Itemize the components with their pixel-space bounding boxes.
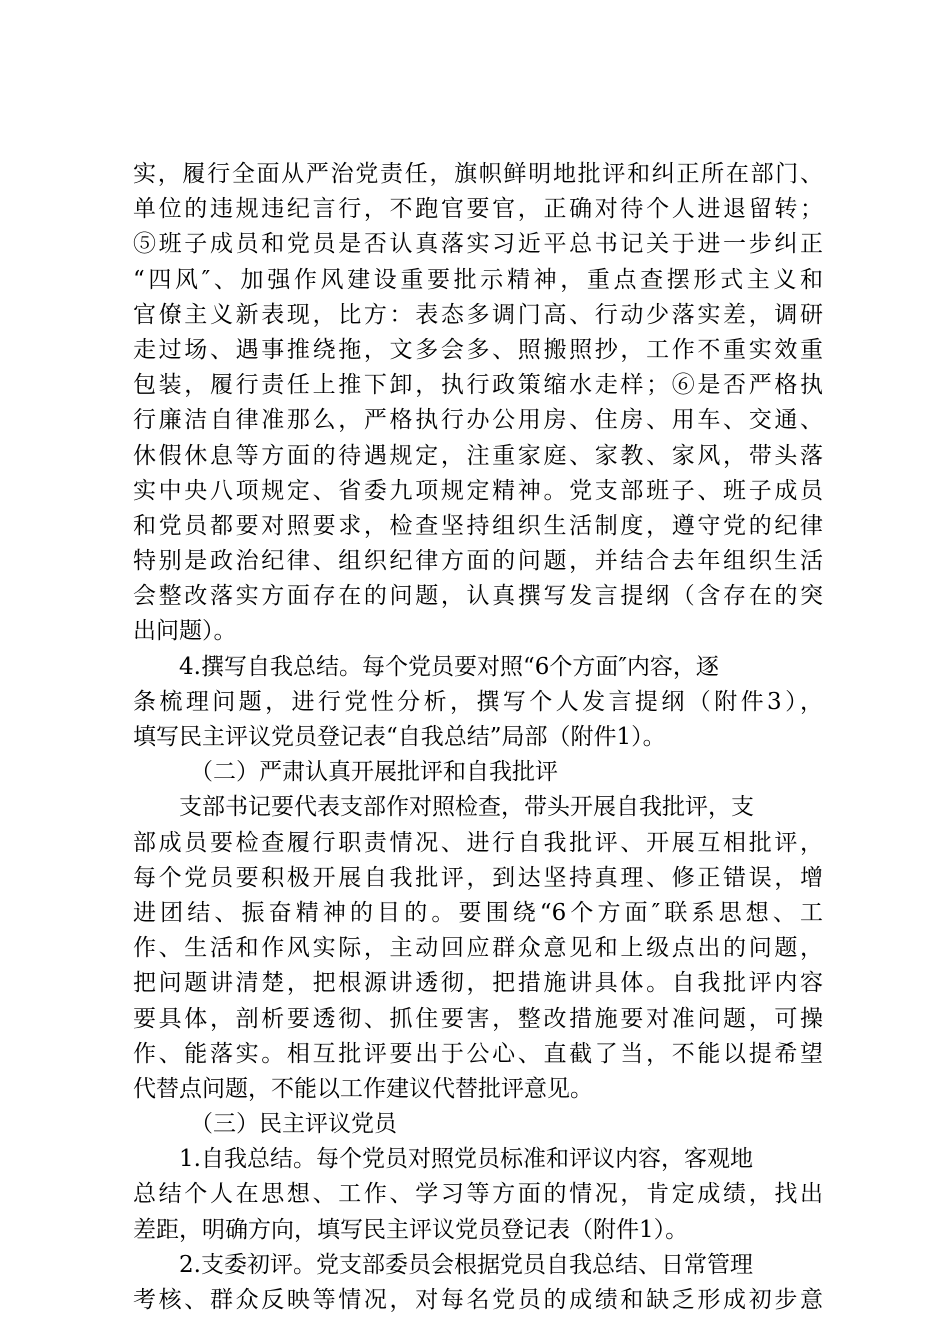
text-line: 作、生活和作风实际，主动回应群众意见和上级点出的问题， bbox=[133, 935, 823, 962]
document-body bbox=[133, 157, 823, 1318]
text-line: 每个党员要积极开展自我批评，到达坚持真理、修正错误，增 bbox=[133, 864, 823, 891]
text-line: 会整改落实方面存在的问题，认真撰写发言提纲（含存在的突 bbox=[133, 583, 823, 610]
text-line: 差距，明确方向，填写民主评议党员登记表（附件1）。 bbox=[133, 1216, 689, 1243]
section-heading: （三）民主评议党员 bbox=[190, 1111, 397, 1138]
text-line: 包装，履行责任上推下卸，执行政策缩水走样；⑥是否严格执 bbox=[133, 372, 823, 399]
text-line: 作、能落实。相互批评要出于公心、直截了当，不能以提希望 bbox=[133, 1040, 823, 1067]
text-line: 条梳理问题，进行党性分析，撰写个人发言提纲（附件3）， bbox=[133, 688, 823, 715]
text-line: “四风″、加强作风建设重要批示精神，重点查摆形式主义和 bbox=[133, 266, 823, 293]
paragraph-first-line: 支部书记要代表支部作对照检查，带头开展自我批评，支 bbox=[179, 794, 754, 821]
text-line: 代替点问题，不能以工作建议代替批评意见。 bbox=[133, 1075, 593, 1102]
text-line: 实中央八项规定、省委九项规定精神。党支部班子、班子成员 bbox=[133, 477, 823, 504]
text-line: 出问题）。 bbox=[133, 618, 237, 645]
text-line: 部成员要检查履行职责情况、进行自我批评、开展互相批评， bbox=[133, 829, 823, 856]
text-line: 把问题讲清楚，把根源讲透彻，把措施讲具体。自我批评内容 bbox=[133, 970, 823, 997]
text-line: ⑤班子成员和党员是否认真落实习近平总书记关于进一步纠正 bbox=[133, 231, 823, 258]
text-line: 填写民主评议党员登记表“自我总结”局部（附件1）。 bbox=[133, 724, 666, 750]
text-line: 实，履行全面从严治党责任，旗帜鲜明地批评和纠正所在部门、 bbox=[133, 161, 823, 187]
text-line: 考核、群众反映等情况，对每名党员的成绩和缺乏形成初步意 bbox=[133, 1287, 823, 1313]
text-line: 总结个人在思想、工作、学习等方面的情况，肯定成绩，找出 bbox=[133, 1181, 823, 1208]
text-line: 要具体，剖析要透彻、抓住要害，整改措施要对准问题，可操 bbox=[133, 1005, 823, 1032]
text-line: 和党员都要对照要求，检查坚持组织生活制度，遵守党的纪律 bbox=[133, 512, 823, 539]
paragraph-first-line: 4.撰写自我总结。每个党员要对照“6个方面″内容，逐 bbox=[179, 653, 719, 680]
text-line: 行廉洁自律准那么，严格执行办公用房、住房、用车、交通、 bbox=[133, 407, 823, 434]
text-line: 单位的违规违纪言行，不跑官要官，正确对待个人进退留转； bbox=[133, 196, 823, 223]
text-line: 进团结、振奋精神的目的。要围绕“6个方面″联系思想、工 bbox=[133, 899, 823, 926]
section-heading: （二）严肃认真开展批评和自我批评 bbox=[190, 759, 558, 786]
paragraph-first-line: 2.支委初评。党支部委员会根据党员自我总结、日常管理 bbox=[179, 1251, 753, 1278]
text-line: 走过场、遇事推绕拖，文多会多、照搬照抄，工作不重实效重 bbox=[133, 336, 823, 363]
paragraph-first-line: 1.自我总结。每个党员对照党员标准和评议内容，客观地 bbox=[179, 1146, 753, 1173]
text-line: 休假休息等方面的待遇规定，注重家庭、家教、家风，带头落 bbox=[133, 442, 823, 469]
text-line: 官僚主义新表现，比方：表态多调门高、行动少落实差，调研 bbox=[133, 301, 823, 328]
text-line: 特别是政治纪律、组织纪律方面的问题，并结合去年组织生活 bbox=[133, 548, 823, 575]
